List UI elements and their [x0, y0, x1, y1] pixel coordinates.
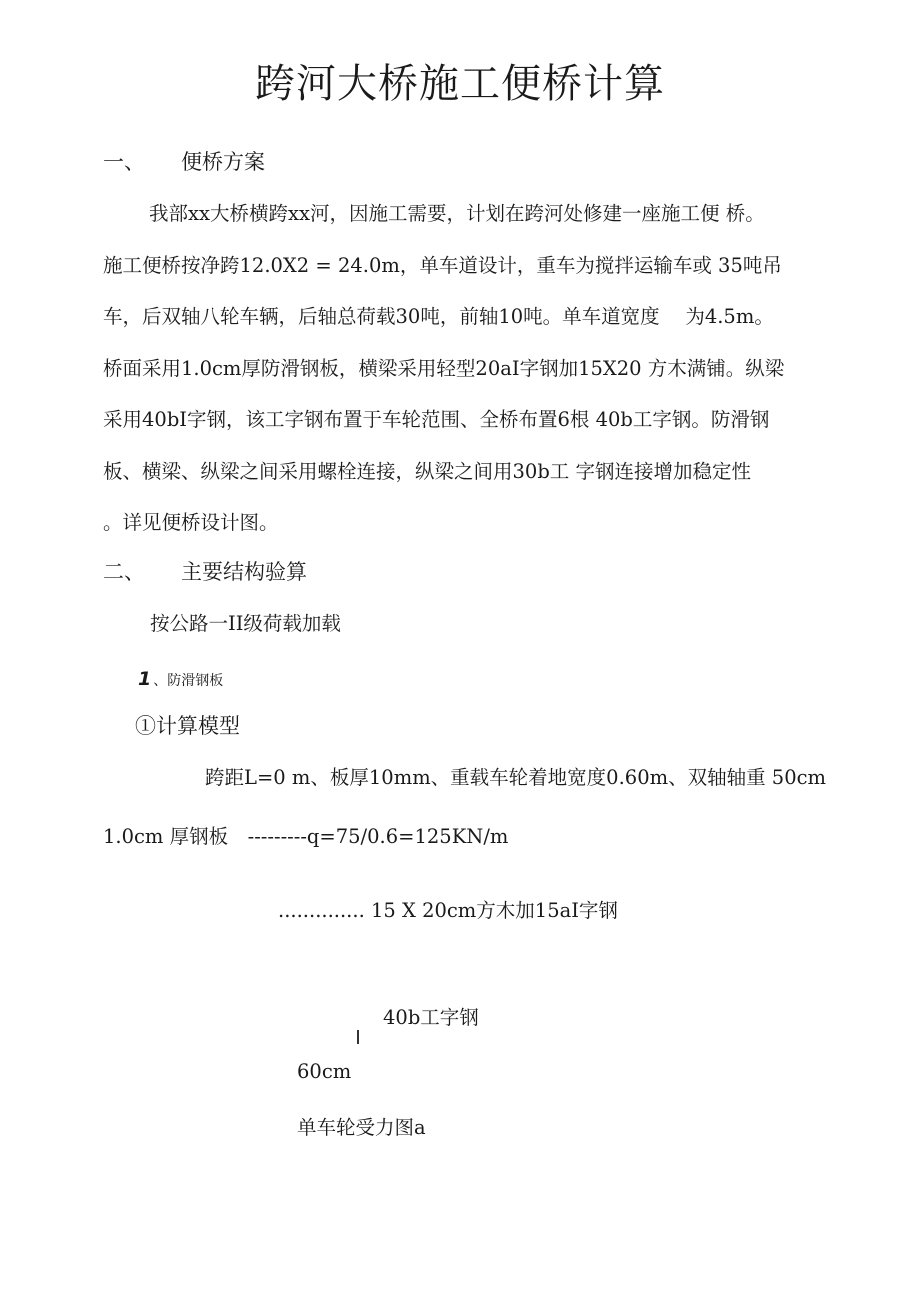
section-2-number: 二、	[103, 560, 145, 584]
figure-caption: 单车轮受力图a	[297, 1116, 426, 1139]
body-line-6: 板、横梁、纵梁之间采用螺栓连接，纵梁之间用30b工 字钢连接增加稳定性	[103, 459, 751, 483]
plate-load-line: 1.0cm 厚钢板 ---------q=75/0.6=125KN/m	[103, 825, 509, 848]
body-line-4: 桥面采用1.0cm厚防滑钢板，横梁采用轻型20aI字钢加15X20 方木满铺。纵梁	[103, 356, 785, 380]
crossbeam-line: .............. 15 X 20cm方木加15aI字钢	[278, 899, 618, 922]
calc-model-heading: ①计算模型	[135, 714, 240, 738]
span-description: 跨距L=0 m、板厚10mm、重载车轮着地宽度0.60m、双轴轴重 50cm	[205, 766, 827, 789]
section-2-title: 主要结构验算	[181, 560, 307, 584]
girder-label: 40b工字钢	[383, 1006, 479, 1029]
section-1-body	[103, 188, 863, 549]
body-line-5: 采用40bI字钢，该工字钢布置于车轮范围、全桥布置6根 40b工字钢。防滑钢	[103, 408, 770, 431]
section-2-heading	[103, 556, 307, 586]
body-line-7: 。详见便桥设计图。	[103, 511, 279, 534]
section-1-heading	[103, 146, 265, 176]
page-title: 跨河大桥施工便桥计算	[255, 61, 665, 107]
body-line-1: 我部xx大桥横跨xx河，因施工需要，计划在跨河处修建一座施工便 桥。	[149, 202, 765, 225]
subsection-number: 1	[138, 668, 152, 690]
subsection-title: 、防滑钢板	[153, 673, 224, 689]
load-note: 按公路一II级荷载加载	[150, 612, 341, 635]
body-line-3: 车，后双轴八轮车辆，后轴总荷载30吨，前轴10吨。单车道宽度 为4.5m。	[103, 305, 774, 328]
width-label: 60cm	[297, 1060, 352, 1083]
section-1-number: 一、	[103, 150, 145, 174]
diagram-tick-mark	[357, 1030, 359, 1044]
subsection-steel-plate	[138, 668, 223, 690]
body-line-2: 施工便桥按净跨12.0X2 = 24.0m，单车道设计，重车为搅拌运输车或 35吨吊	[103, 253, 782, 277]
section-1-title: 便桥方案	[181, 150, 265, 174]
